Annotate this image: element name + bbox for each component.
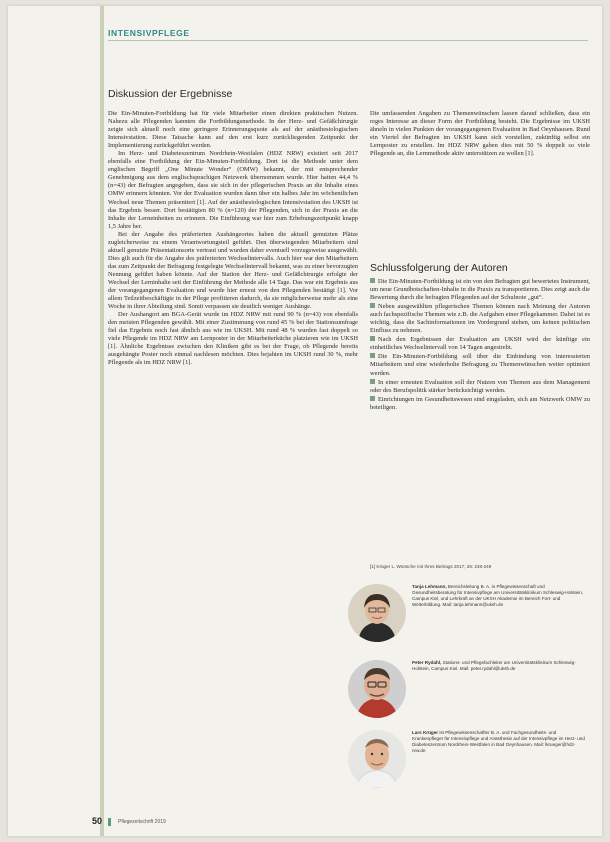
conclusion-list — [370, 278, 590, 413]
section-heading: INTENSIVPFLEGE — [108, 28, 190, 38]
bullet-square-icon — [370, 396, 375, 401]
list-item: Nach den Ergebnissen der Evaluation am UKSH wird der künftige ein einheitliches Wechselintervall von 14 Tagen angestrebt. — [370, 336, 590, 352]
author-description: Bereichsleitung B. A. in Pflegewissenschaft und Gesundheitsberatung für Intensivpflege am Universitätsklinikum Schleswig-Holstein, Campus Kiel, und Lehrkraft an der UKSH Akademie im Bereich Fort- und Weiterbildung. Mail: tanja.lehmann@uksh.de — [412, 584, 584, 607]
list-item: Die Ein-Minuten-Fortbildung ist ein von den Befragten gut bewertetes Instrument, um neue Grundbotschaften-Inhalte in die Praxis zu transportieren. Dies zeigt auch die Bewertung durch die befragten Pflegenden auf der Schulnote „gut“. — [370, 278, 590, 302]
author-photo — [348, 584, 406, 642]
author-photo — [348, 660, 406, 718]
bullet-square-icon — [370, 278, 375, 283]
author-card — [348, 730, 588, 800]
bullet-square-icon — [370, 303, 375, 308]
author-name: Tanja Lehmann, — [412, 584, 447, 589]
page-margin-bar — [100, 6, 104, 836]
magazine-page — [8, 6, 602, 836]
author-name: Lars Krüger — [412, 730, 439, 735]
section-divider — [108, 40, 588, 41]
bullet-square-icon — [370, 379, 375, 384]
discussion-paragraph: Der Aushangort am BGA-Gerät wurde im HDZ NRW mit rund 90 % (n=43) von ebenfalls den meisten Pflegenden gewählt. Mit einer Zustimmung von rund 45 % bei der Stationsumfrage fiel das Ergebnis noch fast ähnlich aus wie im UKSH. Mit rund 48 % wurden fast doppelt so viele Pflegende im HDZ NRW am Lernposter in der Mitarbeiterküche platzieren wie im UKSH [1]. Ähnliche Ergebnisse zwischen den Kliniken gibt es bei der Frage, ob Pflegende bereits ausgehängte Poster noch einmal nachlesen möchten. Dies bejahten im UKSH rund 30 %, mehr Pflegende als im HDZ NRW [1]. — [108, 311, 358, 367]
discussion-paragraph: Bei der Angabe des präferierten Aushängeortes haben die aktuell genutzten Plätze zugleicherweise zu einem Verantwortungsteil geführt. Den überwiegenden Mitarbeitern sind aktuell genutzte Präsentationsorte vertraut und wurden daher eventuell vorzugsweise ausgewählt. Dies gilt auch für die Angabe des präferierten Wechselintervalls. Auch hier war den Mitarbeitern das zum Zeitpunkt der Befragung festgelegte Wechselintervall bekannt, was zu einer bevorzugten Nennung geführt haben könnte. Auf der Station der Herz- und Gefäßchirurgie erfolgte der Wechsel der Lerninhalte seit der Einführung der Methode alle 14 Tage. Das war ein Ergebnis aus der vorangegangenen Evaluation und wurde hier erneut von den Pflegenden bestätigt [1]. Vor allem Teilzeitbeschäftigte in der Pflege profitieren dadurch, da sie möglicherweise mehr als eine Woche in ihrer Abteilung sind. Somit verpassen sie deutlich weniger Aushänge. — [108, 230, 358, 311]
list-item: Die Ein-Minuten-Fortbildung soll über die Einbindung von interessierten Mitarbeitern und eine wiederholte Befragung zu Themenwünschen weiter optimiert werden. — [370, 353, 590, 377]
list-item: In einer erneuten Evaluation soll der Nutzen von Themen aus dem Management oder des Berufspolitik stärker berücksichtigt werden. — [370, 378, 590, 394]
author-photo — [348, 730, 406, 788]
discussion-title: Diskussion der Ergebnisse — [108, 88, 233, 100]
author-description: ist Pflegewissenschaftler B. A. und Fachgesundheits- und Krankenpfleger für Intensivpflege und Anästhesie auf der Intensivpflege im Herz- und Diabeteszentrum Nordrhein-Westfalen in Bad Oeynhausen. Mail: lkrueger@hdz-nrw.de — [412, 730, 585, 753]
discussion-paragraph: Die Ein-Minuten-Fortbildung hat für viele Mitarbeiter einen direkten praktischen Nutzen. Nahezu alle Pflegenden kannten die Fortbildungsmethode. In der Herz- und Gefäßchirurgie zeigte sich aktuell noch eine geringere Erinnerungsquote als auf der anästhesiologischen Intensivstation. Diese Tatsache kann auf den erst kurz zurückliegenden Zeitpunkt der Implementierung zurückgeführt werden. — [108, 110, 358, 150]
author-bio — [412, 660, 588, 672]
discussion-paragraph: Im Herz- und Diabeteszentrum Nordrhein-Westfalen (HDZ NRW) existiert seit 2017 ebenfalls eine Fortbildung der Ein-Minuten-Fortbildung. Dort ist die Methode unter dem englischen Begriff „One Minute Wonder“ (OMW) bekannt, der mit entsprechender Genehmigung aus dem englischsprachigen Netzwerk übernommen wurde. Hier hatten 44,4 % (n=43) der Befragten angegeben, dass sie sich in der pflegerischen Praxis an die Inhalte eines OMW erinnern könnten. Vor der Evaluation wurden dann über ein halbes Jahr im wöchentlichen Wechsel neue Themen präsentiert [1]. Auf der anästhesiologischen Intensivstation des UKSH ist das Ergebnis besser. Dort bestätigten 80 % (n=120) der Pflegenden, sich in der Praxis an die Inhalte der Lerneinheiten zu erinnern. Die Einführung war hier zum Erhebungszeitpunkt knapp 1,5 Jahre her. — [108, 150, 358, 230]
author-description: Stations- und Pflegefachleiter am Universitätsklinikum Schleswig-Holstein, Campus Kiel. Mail: peter.rydahl@uksh.de — [412, 660, 576, 671]
footer-divider — [108, 818, 111, 826]
author-bio — [412, 584, 588, 608]
list-item: Neben ausgewählten pflegerischen Themen können nach Meinung der Autoren auch fachspezifische Themen wie z.B. die Aufgaben einer Pflegekammer. Dabei ist es wichtig, dass die Sachinformationen im Vordergrund stehen, um keinen politischen Einfluss zu nehmen. — [370, 303, 590, 335]
intro-paragraph: Die umfassenden Angaben zu Themenwünschen lassen darauf schließen, dass ein reges Interesse an dieser Form der Fortbildung besteht. Die Ergebnisse im UKSH ähneln in vielen Punkten der vorangegangenen Evaluation in Bad Oeynhausen. Rund ein Viertel der Befragten im UKSH kann sich vorstellen, zukünftig selbst ein Lernposter zu erstellen. Im HDZ NRW gaben dies mit 50 % doppelt so viele Pflegende an, die Lernmethode aktiv unterstützen zu wollen [1]. — [370, 110, 590, 158]
bullet-square-icon — [370, 353, 375, 358]
author-card — [348, 584, 588, 654]
right-column-intro — [370, 110, 590, 158]
list-item: Einrichtungen im Gesundheitswesen sind eingeladen, sich am Netzwerk OMW zu beteiligen. — [370, 395, 590, 411]
author-name: Peter Rydahl, — [412, 660, 442, 665]
discussion-column — [108, 110, 358, 368]
author-bio — [412, 730, 588, 754]
page-number: 50 — [92, 816, 103, 826]
conclusion-title: Schlussfolgerung der Autoren — [370, 262, 508, 274]
author-card — [348, 660, 588, 730]
bullet-square-icon — [370, 336, 375, 341]
publication-name: Pflegezeitschrift 2019 — [118, 819, 166, 825]
reference: [1] Krüger L. Wünsche mit Ihres Beitrags 2017; 26: 248-249 — [370, 564, 492, 569]
